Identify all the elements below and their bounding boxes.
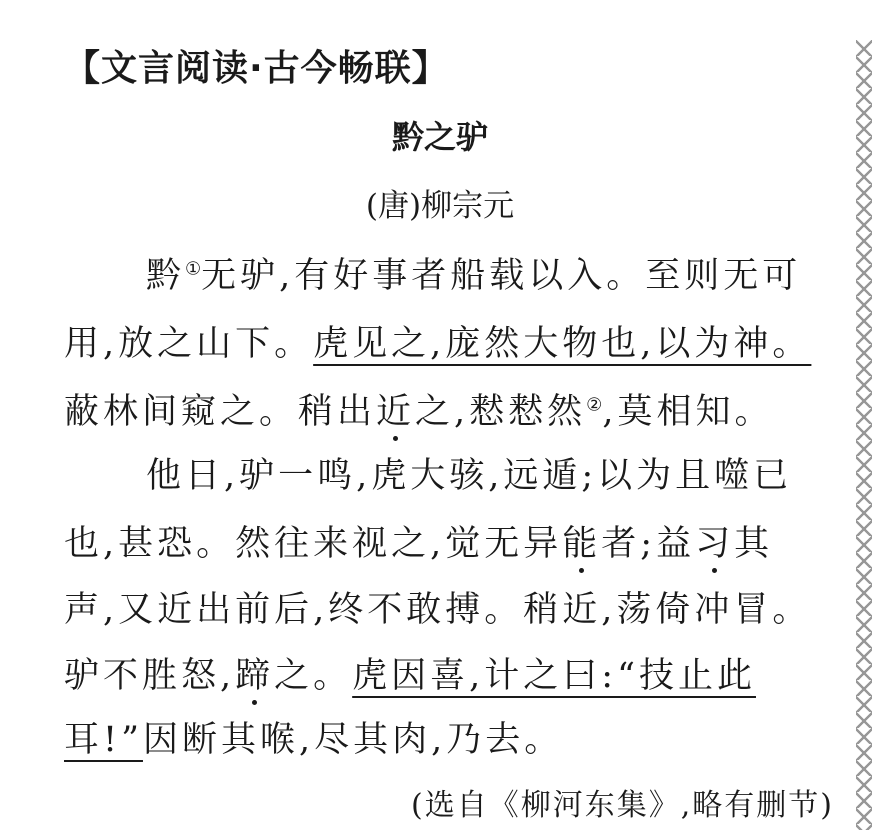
- emphasized-char: 蹄: [235, 656, 275, 696]
- author-line: (唐)柳宗元: [365, 188, 515, 224]
- footnote-marker: ①: [185, 258, 202, 280]
- text-line-7: [64, 648, 756, 698]
- source-note: (选自《柳河东集》,略有删节): [411, 788, 834, 823]
- section-title: 【文言阅读·古今畅联】: [64, 48, 449, 89]
- emphasized-char: 习: [695, 524, 735, 564]
- underlined-sentence: 耳!”: [64, 720, 143, 760]
- text-segment: 之,慭慭然: [415, 392, 587, 432]
- text-segment: 也,甚恐。然往来视之,觉无异: [64, 524, 563, 564]
- text-segment: 因断其喉,尽其肉,乃去。: [142, 720, 564, 760]
- text-line-3: [64, 384, 773, 434]
- text-line-1: [146, 248, 801, 298]
- text-line-6: [64, 582, 811, 632]
- text-line-2: [64, 316, 811, 366]
- text-segment: 黔: [146, 256, 186, 296]
- decorative-border: [856, 40, 872, 830]
- text-segment: ,莫相知。: [602, 392, 774, 432]
- footnote-marker: ②: [586, 394, 603, 416]
- text-line-5: [64, 516, 773, 566]
- underlined-sentence: 虎见之,庞然大物也,以为神。: [313, 324, 812, 364]
- poem-title: 黔之驴: [391, 118, 488, 156]
- text-line-4: [146, 448, 792, 498]
- text-segment: 他日,驴一鸣,虎大骇,远遁;以为且噬已: [146, 456, 793, 496]
- emphasized-char: 近: [376, 392, 416, 432]
- text-segment: 声,又近出前后,终不敢搏。稍近,荡倚冲冒。: [64, 590, 812, 630]
- text-segment: 无驴,有好事者船载以入。至则无可: [201, 256, 802, 296]
- text-segment: 者;益: [601, 524, 696, 564]
- text-segment: 蔽林间窥之。稍出: [64, 392, 377, 432]
- text-segment: 驴不胜怒,: [64, 656, 236, 696]
- text-segment: 其: [734, 524, 774, 564]
- text-line-8: [64, 712, 563, 762]
- emphasized-char: 能: [562, 524, 602, 564]
- text-segment: 之。: [274, 656, 353, 696]
- text-segment: 用,放之山下。: [64, 324, 314, 364]
- underlined-sentence: 虎因喜,计之曰:“技止此: [352, 656, 756, 696]
